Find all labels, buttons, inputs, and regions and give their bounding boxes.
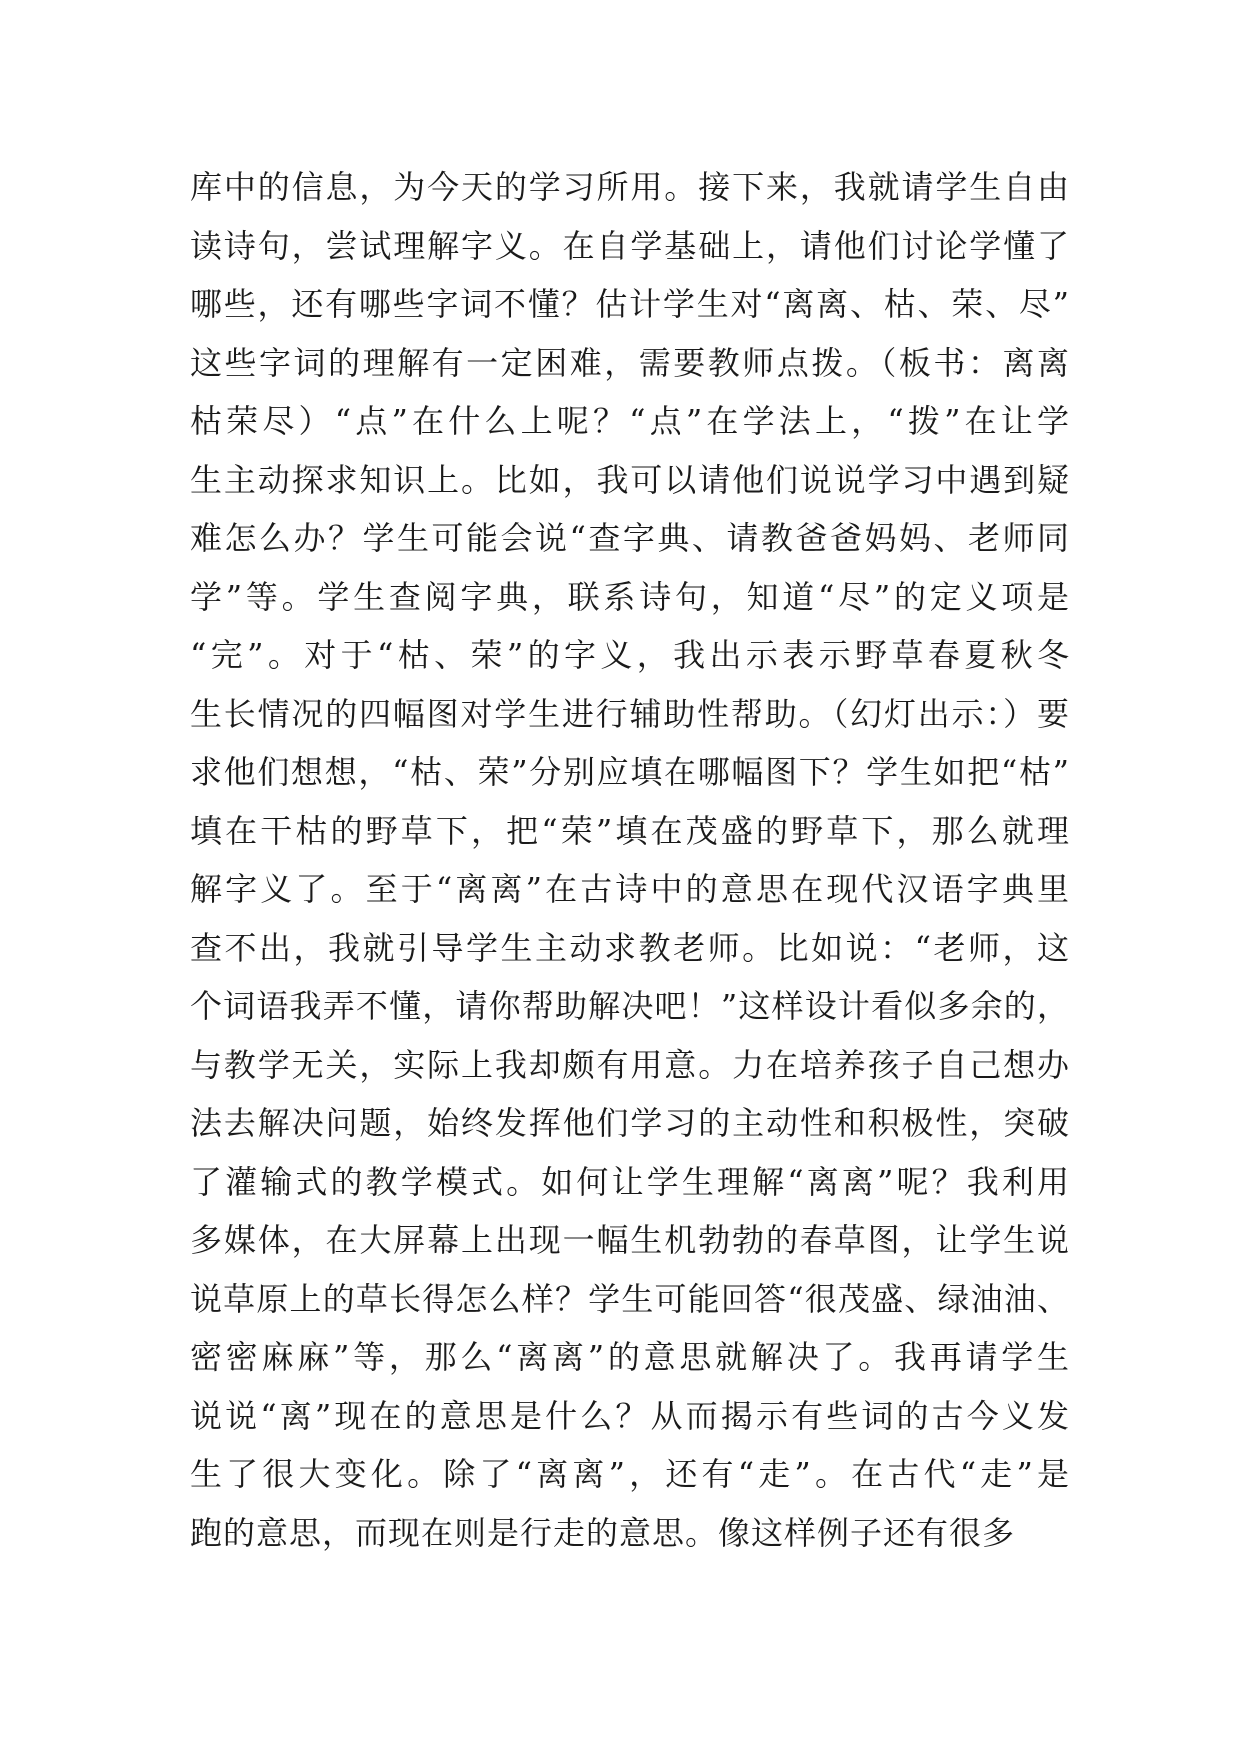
text-line: 生了很大变化。除了“离离”，还有“走”。在古代“走”是 [190,1455,1070,1493]
text-line: 生长情况的四幅图对学生进行辅助性帮助。（幻灯出示：）要 [190,694,1070,733]
text-line: 枯荣尽）“点”在什么上呢？“点”在学法上，“拨”在让学 [190,402,1070,440]
text-line: 库中的信息，为今天的学习所用。接下来，我就请学生自由 [190,168,1070,206]
text-line: 说草原上的草长得怎么样？学生可能回答“很茂盛、绿油油、 [190,1279,1070,1318]
text-line: 解字义了。至于“离离”在古诗中的意思在现代汉语字典里 [190,870,1070,908]
text-line: 了灌输式的教学模式。如何让学生理解“离离”呢？我利用 [190,1162,1070,1201]
text-line: 读诗句，尝试理解字义。在自学基础上，请他们讨论学懂了 [190,226,1070,265]
text-line: 说说“离”现在的意思是什么？从而揭示有些词的古今义发 [190,1396,1070,1435]
text-line: 学”等。学生查阅字典，联系诗句，知道“尽”的定义项是 [190,577,1070,616]
text-line: 多媒体，在大屏幕上出现一幅生机勃勃的春草图，让学生说 [190,1221,1070,1259]
text-line: 难怎么办？学生可能会说“查字典、请教爸爸妈妈、老师同 [190,519,1070,557]
text-line: 求他们想想，“枯、荣”分别应填在哪幅图下？学生如把“枯” [190,753,1070,791]
text-line: 法去解决问题，始终发挥他们学习的主动性和积极性，突破 [190,1104,1070,1142]
text-line: 哪些，还有哪些字词不懂？估计学生对“离离、枯、荣、尽” [190,285,1070,323]
text-line: “完”。对于“枯、荣”的字义，我出示表示野草春夏秋冬 [190,636,1070,674]
text-line: 密密麻麻”等，那么“离离”的意思就解决了。我再请学生 [190,1338,1070,1376]
text-line: 填在干枯的野草下，把“荣”填在茂盛的野草下，那么就理 [190,811,1070,850]
text-line: 与教学无关，实际上我却颇有用意。力在培养孩子自己想办 [190,1045,1070,1084]
text-line: 个词语我弄不懂，请你帮助解决吧！”这样设计看似多余的， [190,987,1070,1025]
text-line: 查不出，我就引导学生主动求教老师。比如说：“老师，这 [190,928,1070,967]
text-line: 生主动探求知识上。比如，我可以请他们说说学习中遇到疑 [190,460,1070,499]
text-line: 这些字词的理解有一定困难，需要教师点拨。（板书：离离 [190,343,1070,382]
body-text [190,158,1070,1562]
text-line: 跑的意思，而现在则是行走的意思。像这样例子还有很多 [190,1513,1016,1552]
